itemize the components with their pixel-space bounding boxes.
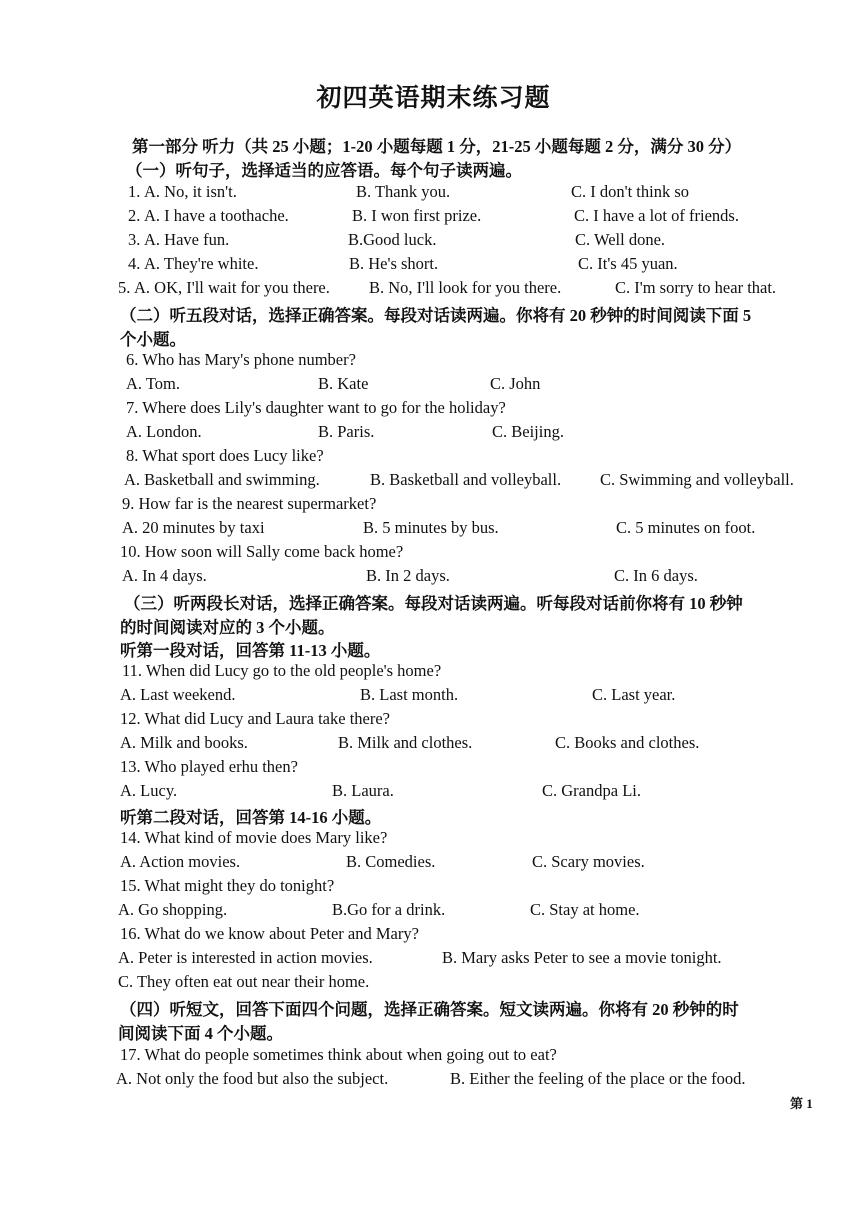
option-b: B.Good luck. [348, 230, 437, 249]
section1-header: （一）听句子，选择适当的应答语。每个句子读两遍。 [126, 161, 522, 180]
option-c: C. They often eat out near their home. [118, 972, 370, 991]
section3-header: （三）听两段长对话，选择正确答案。每段对话读两遍。听每段对话前你将有 10 秒钟 [124, 594, 743, 613]
question-text: 13. Who played erhu then? [120, 757, 298, 776]
option-a: A. 20 minutes by taxi [122, 518, 265, 537]
dialog1-header: 听第一段对话，回答第 11-13 小题。 [120, 641, 381, 660]
option-b: B. Mary asks Peter to see a movie tonight. [442, 948, 722, 967]
question-number: 1. [128, 182, 141, 201]
option-c: C. It's 45 yuan. [578, 254, 678, 273]
option-a: A. Last weekend. [120, 685, 236, 704]
option-b: B. Kate [318, 374, 369, 393]
option-b: B.Go for a drink. [332, 900, 446, 919]
option-b: B. 5 minutes by bus. [363, 518, 499, 537]
option-c: C. Last year. [592, 685, 676, 704]
option-c: C. Swimming and volleyball. [600, 470, 794, 489]
option-a: A. In 4 days. [122, 566, 207, 585]
option-b: B. Comedies. [346, 852, 436, 871]
option-b: B. Either the feeling of the place or the food. [450, 1069, 746, 1088]
section2-header-cont: 个小题。 [120, 330, 186, 349]
question-number: 2. [128, 206, 141, 225]
question-text: 12. What did Lucy and Laura take there? [120, 709, 390, 728]
question-text: 17. What do people sometimes think about when going out to eat? [120, 1045, 557, 1064]
question-text: 8. What sport does Lucy like? [126, 446, 324, 465]
option-a: A. Peter is interested in action movies. [118, 948, 373, 967]
option-b: B. Last month. [360, 685, 459, 704]
question-text: 7. Where does Lily's daughter want to go for the holiday? [126, 398, 506, 417]
dialog2-header: 听第二段对话，回答第 14-16 小题。 [120, 808, 382, 827]
option-a: A. Have fun. [144, 230, 230, 249]
option-b: B. I won first prize. [352, 206, 482, 225]
option-a: A. They're white. [144, 254, 259, 273]
question-text: 11. When did Lucy go to the old people's home? [122, 661, 442, 680]
question-number: 5. [118, 278, 131, 297]
question-text: 9. How far is the nearest supermarket? [122, 494, 377, 513]
option-b: B. Laura. [332, 781, 394, 800]
question-text: 14. What kind of movie does Mary like? [120, 828, 388, 847]
question-text: 16. What do we know about Peter and Mary? [120, 924, 419, 943]
option-b: B. Basketball and volleyball. [370, 470, 562, 489]
option-c: C. Scary movies. [532, 852, 645, 871]
question-number: 3. [128, 230, 141, 249]
option-a: A. London. [126, 422, 202, 441]
option-b: B. Paris. [318, 422, 375, 441]
option-c: C. I'm sorry to hear that. [615, 278, 777, 297]
question-text: 6. Who has Mary's phone number? [126, 350, 356, 369]
option-c: C. Well done. [575, 230, 666, 249]
option-b: B. In 2 days. [366, 566, 450, 585]
section3-header-cont: 的时间阅读对应的 3 个小题。 [120, 618, 335, 637]
option-c: C. Beijing. [492, 422, 564, 441]
option-c: C. I don't think so [571, 182, 690, 201]
question-text: 10. How soon will Sally come back home? [120, 542, 404, 561]
question-number: 4. [128, 254, 141, 273]
option-c: C. Stay at home. [530, 900, 640, 919]
option-b: B. No, I'll look for you there. [369, 278, 562, 297]
option-a: A. I have a toothache. [144, 206, 289, 225]
option-a: A. Milk and books. [120, 733, 248, 752]
option-c: C. Grandpa Li. [542, 781, 641, 800]
section4-header: （四）听短文，回答下面四个问题，选择正确答案。短文读两遍。你将有 20 秒钟的时 [120, 1000, 739, 1019]
option-a: A. OK, I'll wait for you there. [134, 278, 330, 297]
option-c: C. In 6 days. [614, 566, 698, 585]
part1-header: 第一部分 听力（共 25 小题；1-20 小题每题 1 分，21-25 小题每题 2 分，满分 30 分） [132, 137, 742, 156]
option-a: A. Tom. [126, 374, 181, 393]
question-text: 15. What might they do tonight? [120, 876, 335, 895]
option-a: A. Basketball and swimming. [124, 470, 320, 489]
option-a: A. Go shopping. [118, 900, 228, 919]
option-c: C. 5 minutes on foot. [616, 518, 756, 537]
option-a: A. Not only the food but also the subject. [116, 1069, 389, 1088]
option-a: A. Lucy. [120, 781, 178, 800]
option-c: C. John [490, 374, 541, 393]
page-number: 第 1 [790, 1096, 813, 1111]
option-c: C. I have a lot of friends. [574, 206, 739, 225]
option-a: A. No, it isn't. [144, 182, 237, 201]
option-c: C. Books and clothes. [555, 733, 700, 752]
option-b: B. Milk and clothes. [338, 733, 473, 752]
option-a: A. Action movies. [120, 852, 241, 871]
section4-header-cont: 间阅读下面 4 个小题。 [118, 1024, 283, 1043]
section2-header: （二）听五段对话，选择正确答案。每段对话读两遍。你将有 20 秒钟的时间阅读下面 5 [120, 306, 752, 325]
option-b: B. He's short. [349, 254, 439, 273]
page-title: 初四英语期末练习题 [316, 85, 551, 112]
option-b: B. Thank you. [356, 182, 451, 201]
